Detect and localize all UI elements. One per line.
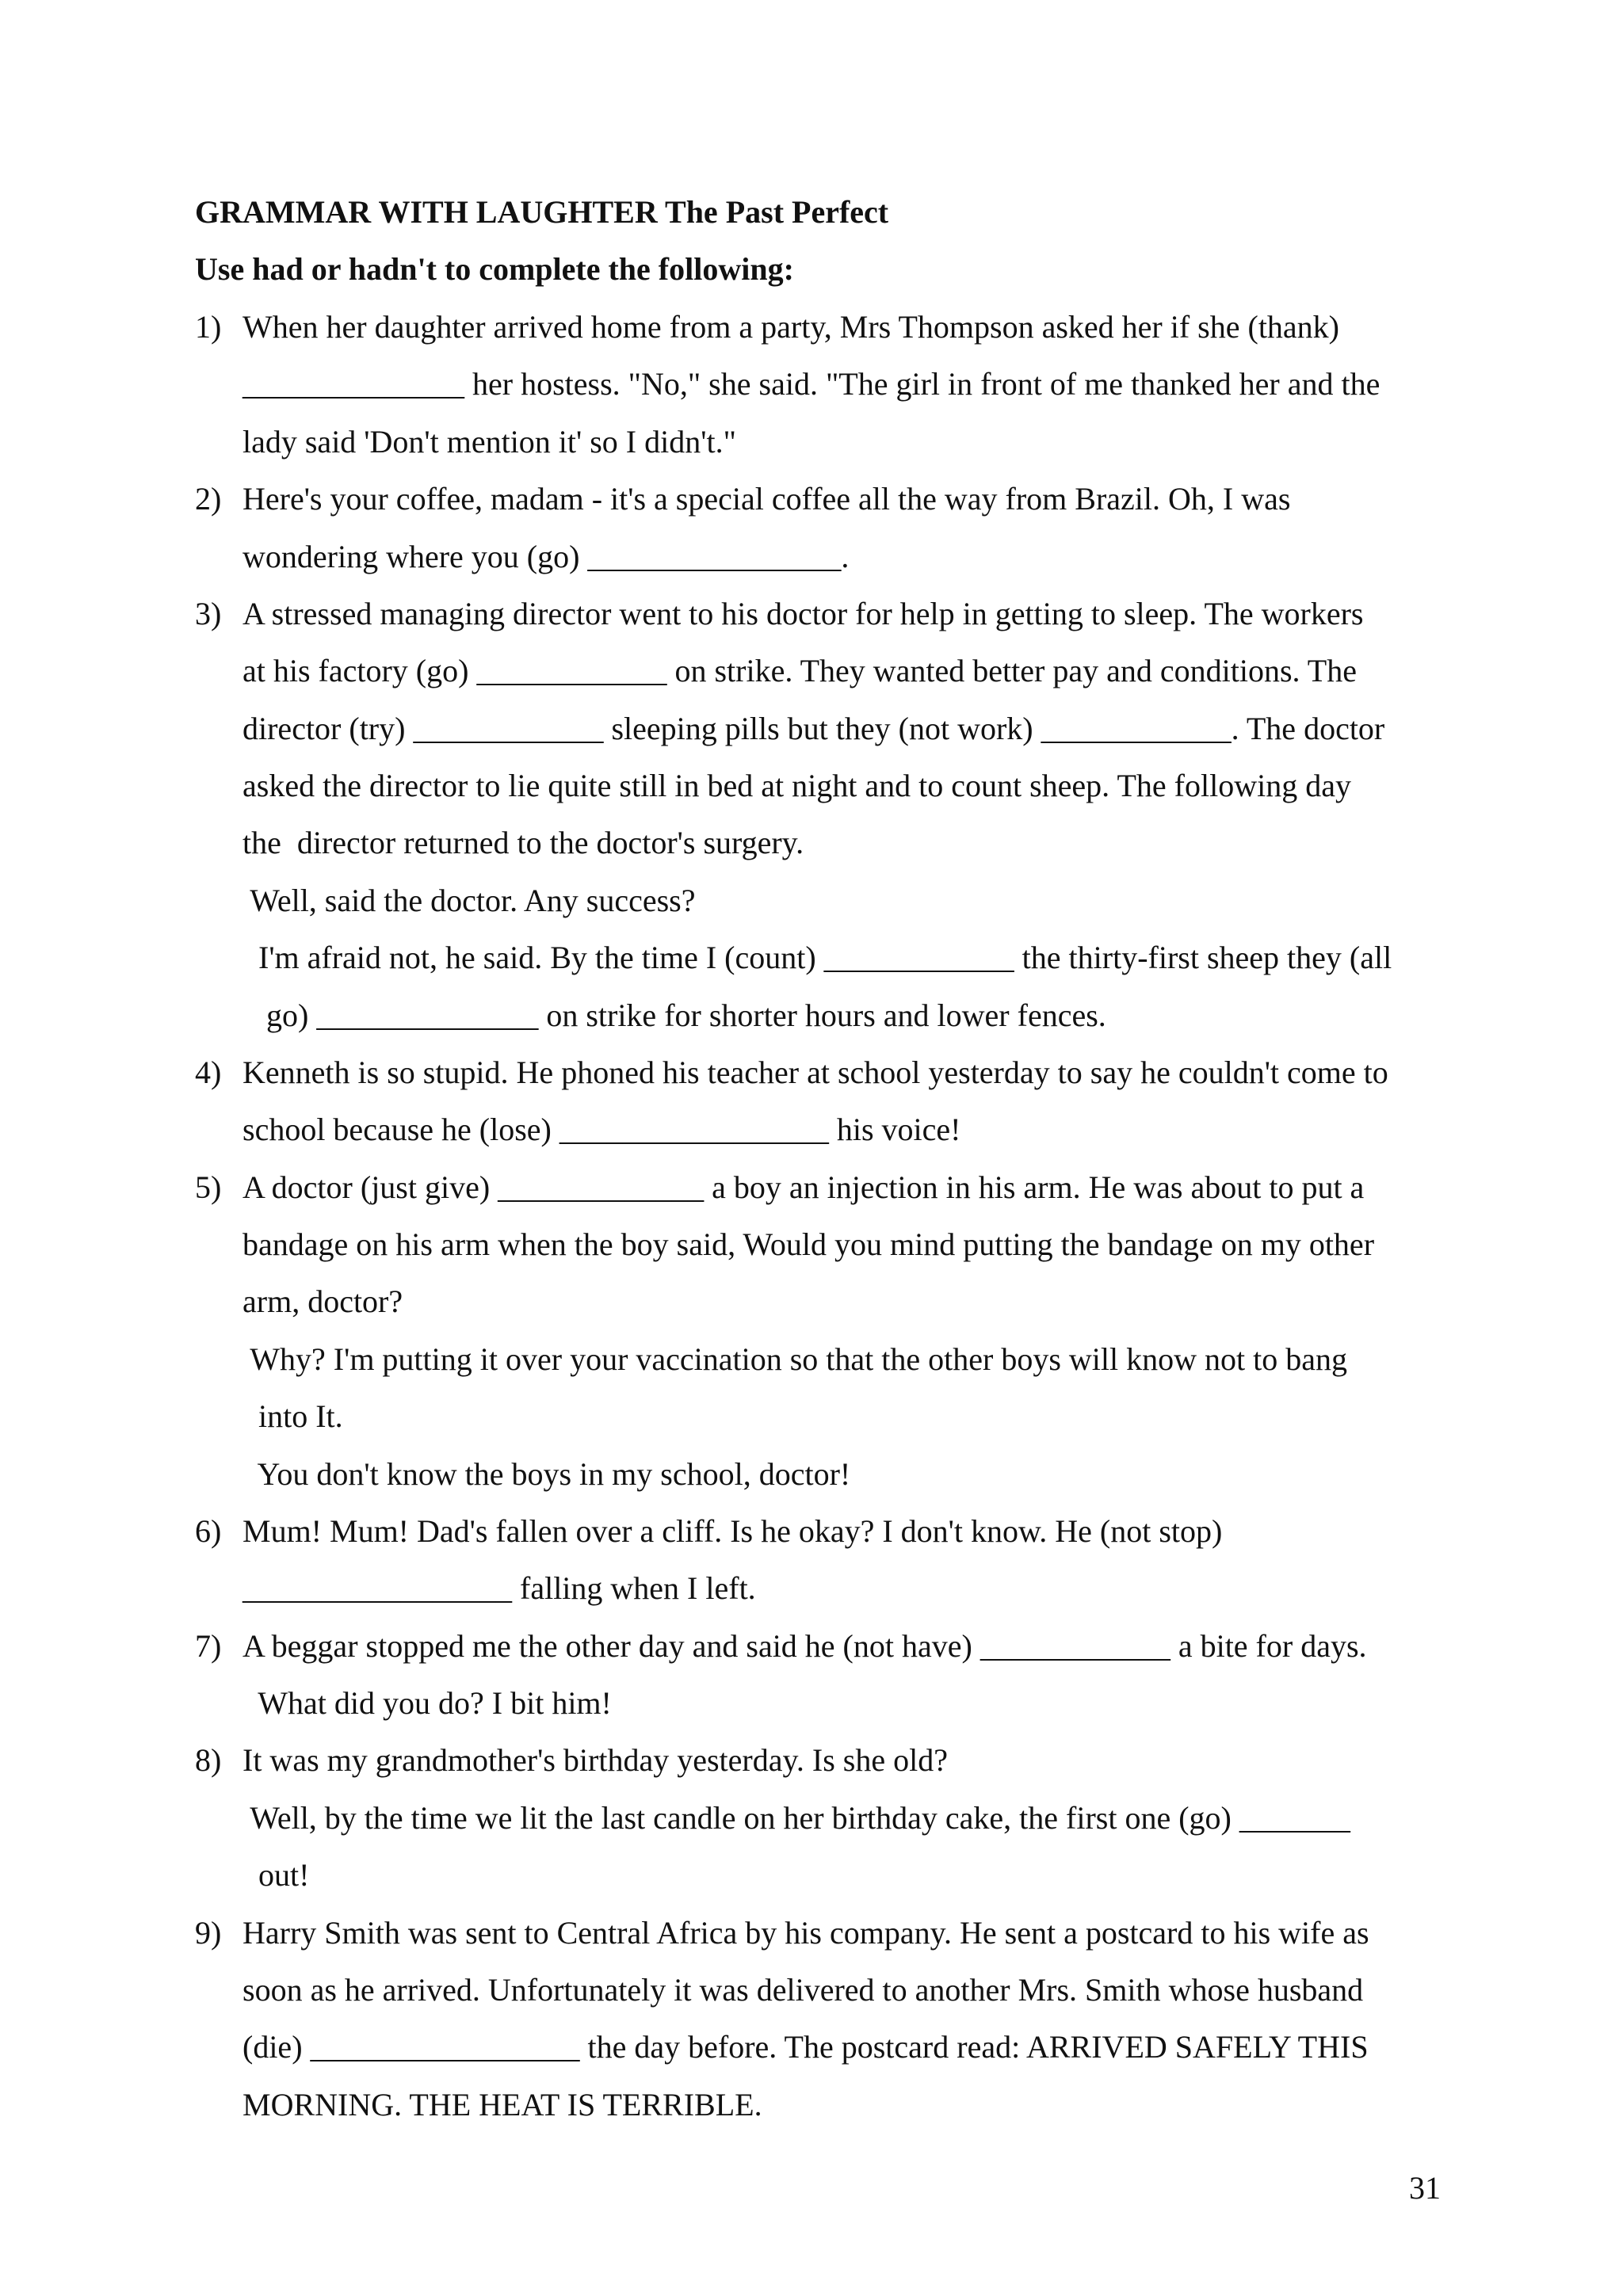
instruction: Use had or hadn't to complete the following:: [195, 251, 794, 287]
item-8-line-1: It was my grandmother's birthday yesterday. Is she old?: [242, 1742, 948, 1778]
item-3-line-6: Well, said the doctor. Any success?: [242, 883, 696, 918]
item-9-line-2: soon as he arrived. Unfortunately it was delivered to another Mrs. Smith whose husband: [242, 1972, 1364, 2008]
item-2-line-1: Here's your coffee, madam - it's a special coffee all the way from Brazil. Oh, I was: [242, 481, 1291, 517]
item-9-line-1: Harry Smith was sent to Central Africa by his company. He sent a postcard to his wife as: [242, 1915, 1369, 1951]
item-5-line-6: You don't know the boys in my school, doctor!: [242, 1456, 851, 1492]
item-3-line-5: the director returned to the doctor's surgery.: [242, 825, 804, 860]
item-5-line-5: into It.: [242, 1398, 343, 1434]
item-7-line-1: A beggar stopped me the other day and said he (not have) ____________ a bite for days.: [242, 1628, 1367, 1664]
page-title: GRAMMAR WITH LAUGHTER The Past Perfect: [195, 194, 889, 230]
item-1-line-2: ______________ her hostess. "No," she said. "The girl in front of me thanked her and the: [242, 366, 1381, 402]
item-number: 8): [195, 1742, 222, 1778]
page-number: 31: [1409, 2170, 1441, 2206]
item-number: 7): [195, 1628, 222, 1664]
item-3-line-1: A stressed managing director went to his doctor for help in getting to sleep. The workers: [242, 596, 1364, 631]
item-number: 9): [195, 1915, 222, 1951]
item-9-line-4: MORNING. THE HEAT IS TERRIBLE.: [242, 2087, 762, 2122]
item-number: 3): [195, 596, 222, 631]
item-number: 4): [195, 1055, 222, 1090]
item-6-line-2: _________________ falling when I left.: [242, 1570, 756, 1606]
item-3-line-2: at his factory (go) ____________ on strike. They wanted better pay and conditions. The: [242, 653, 1357, 688]
item-number: 2): [195, 481, 222, 517]
item-4-line-1: Kenneth is so stupid. He phoned his teacher at school yesterday to say he couldn't come to: [242, 1055, 1388, 1090]
item-8-line-2: Well, by the time we lit the last candle on her birthday cake, the first one (go) _______: [242, 1800, 1350, 1836]
item-6-line-1: Mum! Mum! Dad's fallen over a cliff. Is he okay? I don't know. He (not stop): [242, 1513, 1223, 1549]
item-8-line-3: out!: [242, 1857, 310, 1893]
item-1-line-3: lady said 'Don't mention it' so I didn't.": [242, 424, 736, 460]
item-5-line-4: Why? I'm putting it over your vaccination so that the other boys will know not to bang: [242, 1341, 1348, 1377]
item-3-line-4: asked the director to lie quite still in bed at night and to count sheep. The following day: [242, 768, 1351, 803]
item-3-line-8: go) ______________ on strike for shorter hours and lower fences.: [242, 997, 1106, 1033]
item-2-line-2: wondering where you (go) ________________.: [242, 539, 850, 574]
item-4-line-2: school because he (lose) _________________ his voice!: [242, 1112, 961, 1147]
item-9-line-3: (die) _________________ the day before. The postcard read: ARRIVED SAFELY THIS: [242, 2029, 1369, 2065]
item-7-line-2: What did you do? I bit him!: [242, 1685, 612, 1721]
item-3-line-7: I'm afraid not, he said. By the time I (count) ____________ the thirty-first sheep they (all: [242, 940, 1392, 975]
item-number: 6): [195, 1513, 222, 1549]
item-number: 1): [195, 309, 222, 345]
item-3-line-3: director (try) ____________ sleeping pills but they (not work) ____________. The doctor: [242, 711, 1385, 746]
item-1-line-1: When her daughter arrived home from a party, Mrs Thompson asked her if she (thank): [242, 309, 1340, 345]
item-5-line-2: bandage on his arm when the boy said, Would you mind putting the bandage on my other: [242, 1226, 1375, 1262]
item-5-line-1: A doctor (just give) _____________ a boy an injection in his arm. He was about to put a: [242, 1169, 1365, 1205]
item-5-line-3: arm, doctor?: [242, 1283, 403, 1319]
item-number: 5): [195, 1169, 222, 1205]
